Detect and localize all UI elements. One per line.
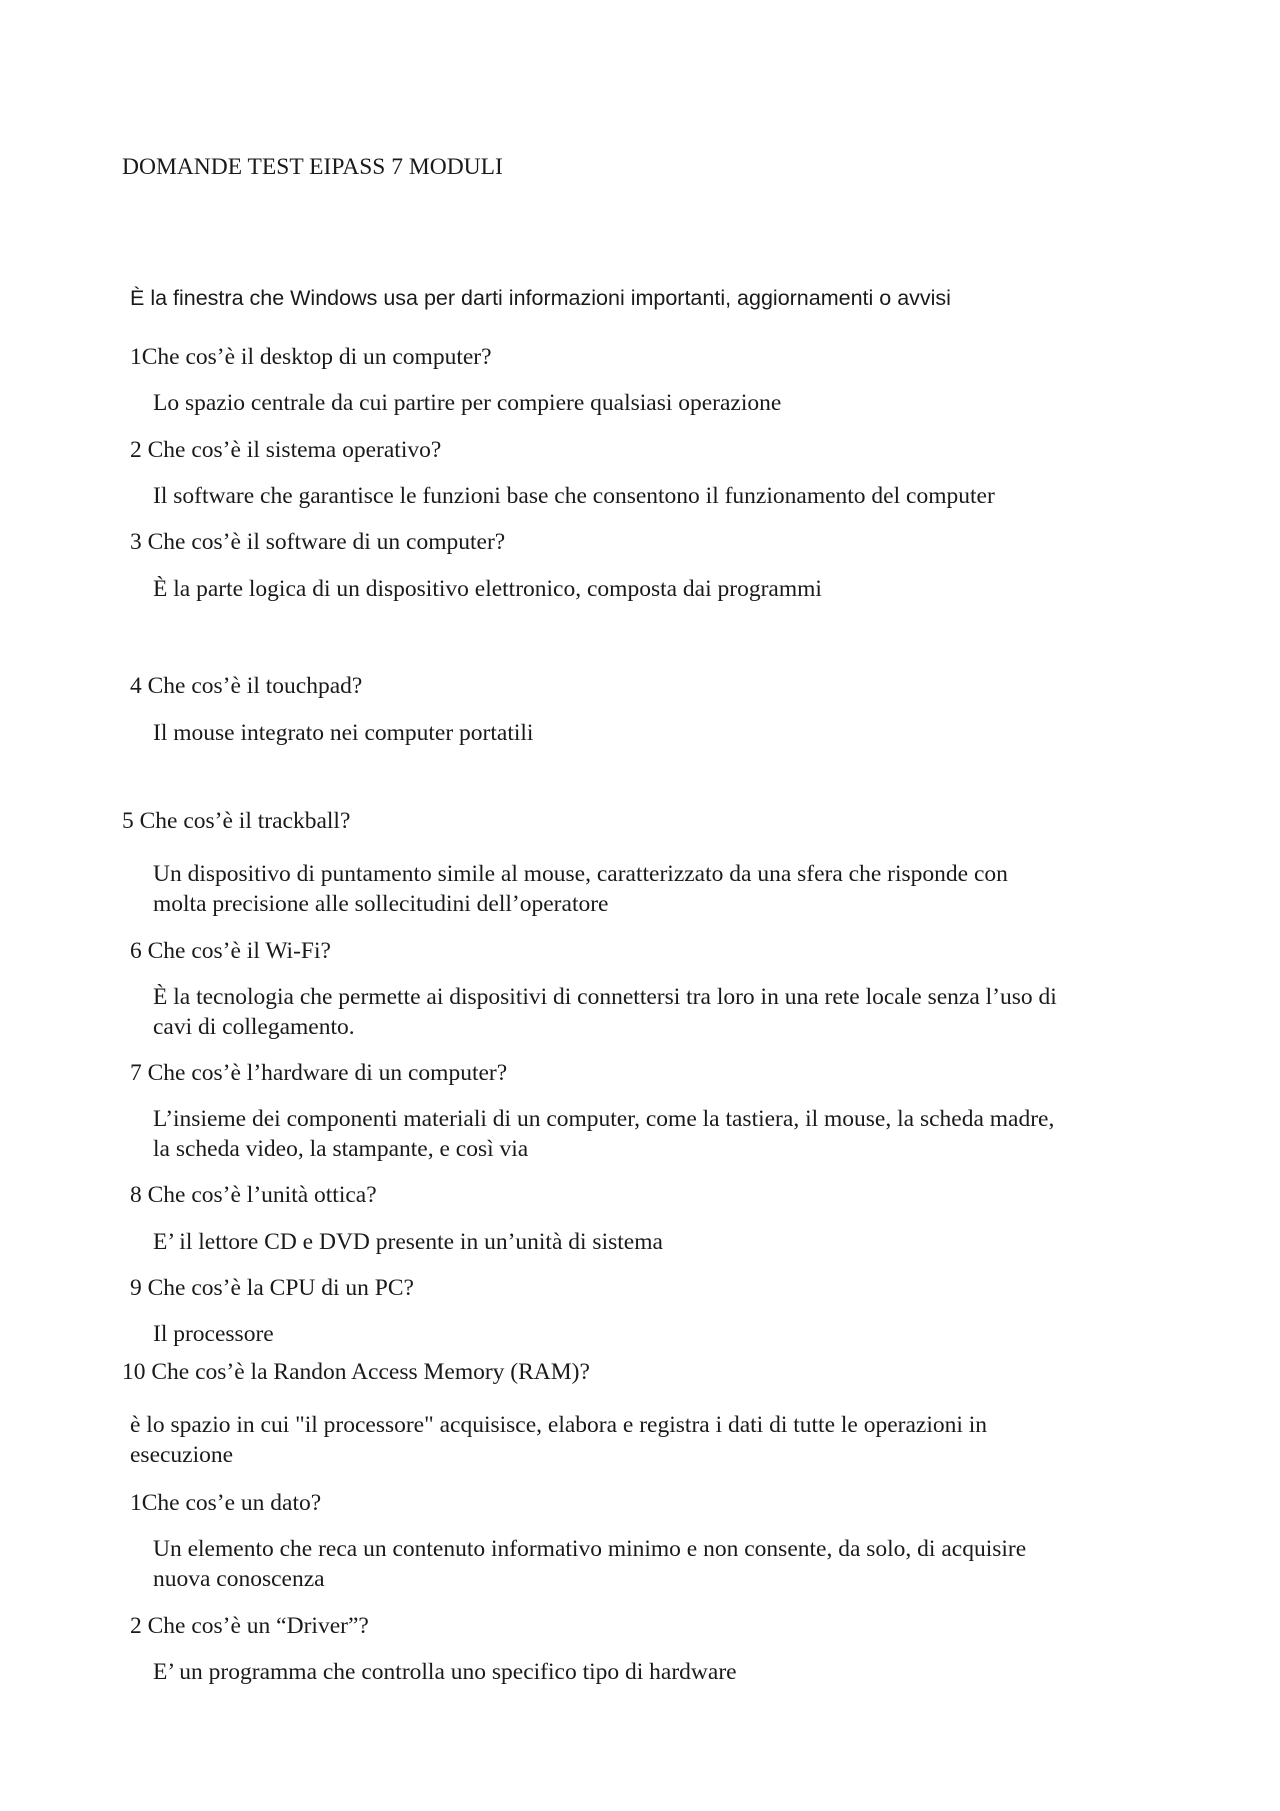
answer-11-line-1: Un elemento che reca un contenuto informativo minimo e non consente, da solo, di acquisire [153,1536,1027,1562]
question-8: 8 Che cos’è l’unità ottica? [130,1182,377,1208]
answer-6-line-1: È la tecnologia che permette ai dispositivi di connettersi tra loro in una rete locale senza l’uso di [153,984,1057,1010]
question-6: 6 Che cos’è il Wi-Fi? [130,938,331,964]
question-5: 5 Che cos’è il trackball? [122,808,351,834]
question-11: 1Che cos’e un dato? [130,1490,322,1516]
answer-10-line-2: esecuzione [130,1442,234,1468]
answer-12: E’ un programma che controlla uno specifico tipo di hardware [153,1659,737,1685]
question-3: 3 Che cos’è il software di un computer? [130,529,506,555]
answer-2: Il software che garantisce le funzioni base che consentono il funzionamento del computer [153,483,995,509]
answer-5-line-2: molta precisione alle sollecitudini dell’operatore [153,891,609,917]
question-7: 7 Che cos’è l’hardware di un computer? [130,1060,508,1086]
intro-line: È la finestra che Windows usa per darti informazioni importanti, aggiornamenti o avvisi [130,286,951,310]
question-9: 9 Che cos’è la CPU di un PC? [130,1275,414,1301]
question-2: 2 Che cos’è il sistema operativo? [130,437,442,463]
question-10: 10 Che cos’è la Randon Access Memory (RAM)? [122,1359,590,1385]
answer-3: È la parte logica di un dispositivo elettronico, composta dai programmi [153,576,822,602]
answer-10-line-1: è lo spazio in cui "il processore" acquisisce, elabora e registra i dati di tutte le operazioni in [130,1412,988,1438]
question-4: 4 Che cos’è il touchpad? [130,673,363,699]
answer-7-line-2: la scheda video, la stampante, e così via [153,1136,529,1162]
answer-1: Lo spazio centrale da cui partire per compiere qualsiasi operazione [153,390,782,416]
question-12: 2 Che cos’è un “Driver”? [130,1613,369,1639]
answer-6-line-2: cavi di collegamento. [153,1014,355,1040]
answer-11-line-2: nuova conoscenza [153,1566,325,1592]
answer-8: E’ il lettore CD e DVD presente in un’unità di sistema [153,1229,663,1255]
document-title: DOMANDE TEST EIPASS 7 MODULI [122,154,503,180]
answer-9: Il processore [153,1321,274,1347]
answer-5-line-1: Un dispositivo di puntamento simile al mouse, caratterizzato da una sfera che risponde con [153,861,1008,887]
answer-4: Il mouse integrato nei computer portatili [153,720,534,746]
question-1: 1Che cos’è il desktop di un computer? [130,344,492,370]
answer-7-line-1: L’insieme dei componenti materiali di un computer, come la tastiera, il mouse, la scheda madre, [153,1106,1055,1132]
